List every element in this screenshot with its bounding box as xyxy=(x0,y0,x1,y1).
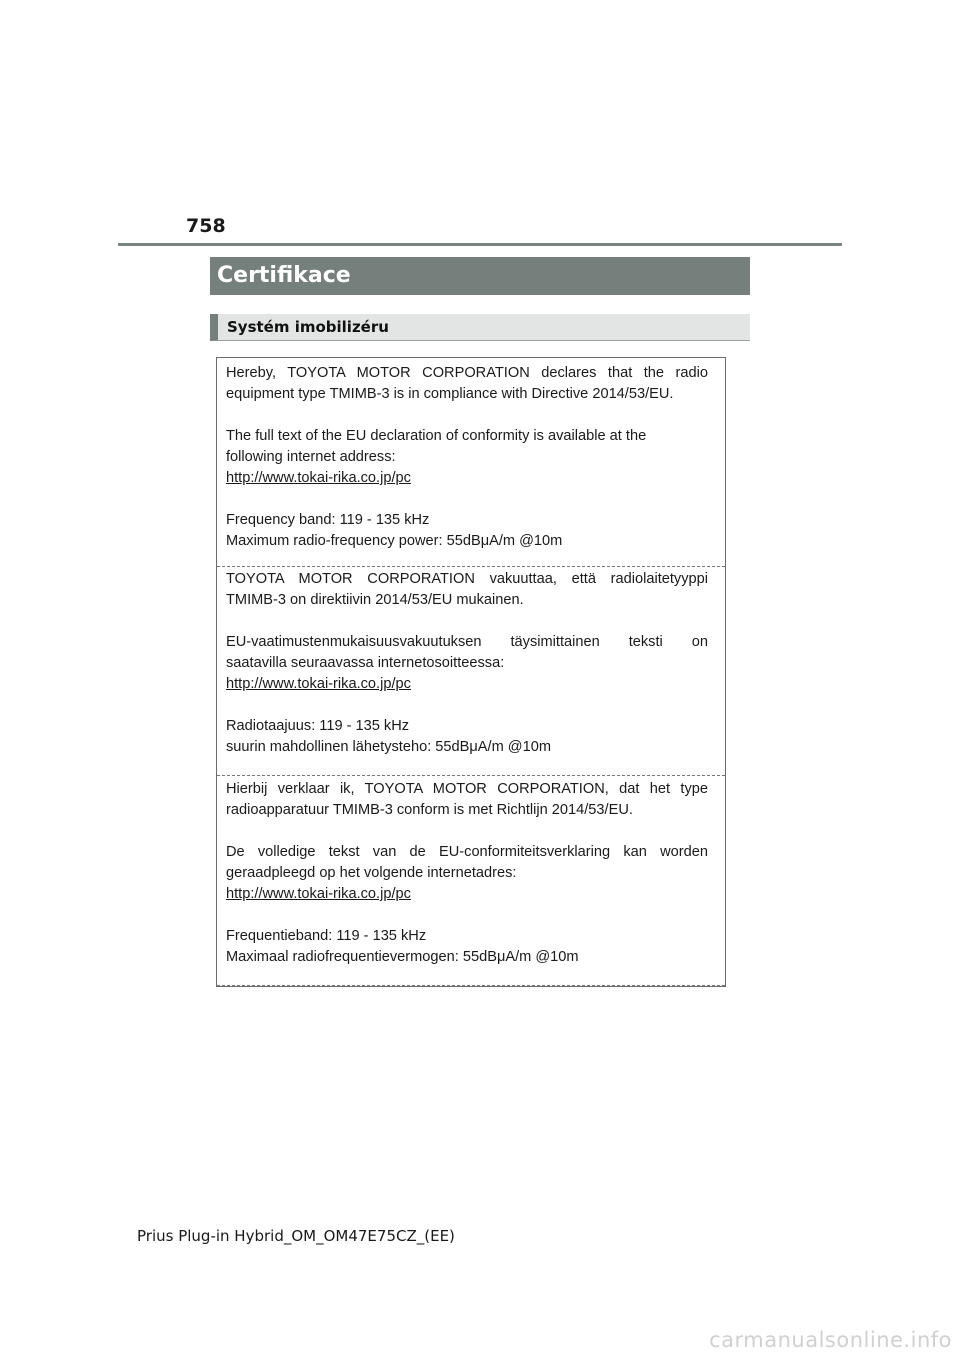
conformity-text-line: geraadpleegd op het volgende internetadres: xyxy=(226,865,517,881)
conformity-text-line: The full text of the EU declaration of conformity is available at the xyxy=(226,428,647,444)
max-power: Maximaal radiofrequentievermogen: 55dBμA/m @10m xyxy=(226,949,579,965)
header-rule xyxy=(118,243,842,246)
declaration-block-nl xyxy=(217,779,725,968)
conformity-url-link[interactable]: http://www.tokai-rika.co.jp/pc xyxy=(226,676,411,692)
conformity-text-line: saatavilla seuraavassa internetosoitteessa: xyxy=(226,655,505,671)
page-number: 758 xyxy=(186,215,226,237)
conformity-text-line: following internet address: xyxy=(226,449,396,465)
certification-box xyxy=(216,357,726,987)
declaration-block-en xyxy=(217,363,725,552)
declaration-line: TOYOTA MOTOR CORPORATION vakuuttaa, että radiolaitetyyppi xyxy=(226,571,708,587)
watermark: carmanualsonline.info xyxy=(709,1328,952,1352)
section-title: Certifikace xyxy=(210,257,750,295)
conformity-text-line: EU-vaatimustenmukaisuusvakuutuksen täysimittainen teksti on xyxy=(226,634,708,650)
subsection-title: Systém imobilizéru xyxy=(210,314,750,341)
document-footer: Prius Plug-in Hybrid_OM_OM47E75CZ_(EE) xyxy=(137,1227,455,1245)
conformity-url-link[interactable]: http://www.tokai-rika.co.jp/pc xyxy=(226,886,411,902)
max-power: suurin mahdollinen lähetysteho: 55dBμA/m @10m xyxy=(226,739,552,755)
declaration-line: Hierbij verklaar ik, TOYOTA MOTOR CORPORATION, dat het type xyxy=(226,781,708,797)
declaration-block-fi xyxy=(217,569,725,758)
block-divider xyxy=(217,566,725,567)
block-divider xyxy=(217,775,725,776)
conformity-text-line: De volledige tekst van de EU-conformiteitsverklaring kan worden xyxy=(226,844,708,860)
max-power: Maximum radio-frequency power: 55dBμA/m @10m xyxy=(226,533,563,549)
conformity-url-link[interactable]: http://www.tokai-rika.co.jp/pc xyxy=(226,470,411,486)
declaration-line: Hereby, TOYOTA MOTOR CORPORATION declares that the radio xyxy=(226,365,708,381)
declaration-line: radioapparatuur TMIMB-3 conform is met Richtlijn 2014/53/EU. xyxy=(226,802,633,818)
declaration-line: equipment type TMIMB-3 is in compliance with Directive 2014/53/EU. xyxy=(226,386,674,402)
frequency-band: Frequentieband: 119 - 135 kHz xyxy=(226,928,427,944)
frequency-band: Radiotaajuus: 119 - 135 kHz xyxy=(226,718,410,734)
frequency-band: Frequency band: 119 - 135 kHz xyxy=(226,512,430,528)
declaration-line: TMIMB-3 on direktiivin 2014/53/EU mukainen. xyxy=(226,592,524,608)
block-divider xyxy=(217,985,725,986)
